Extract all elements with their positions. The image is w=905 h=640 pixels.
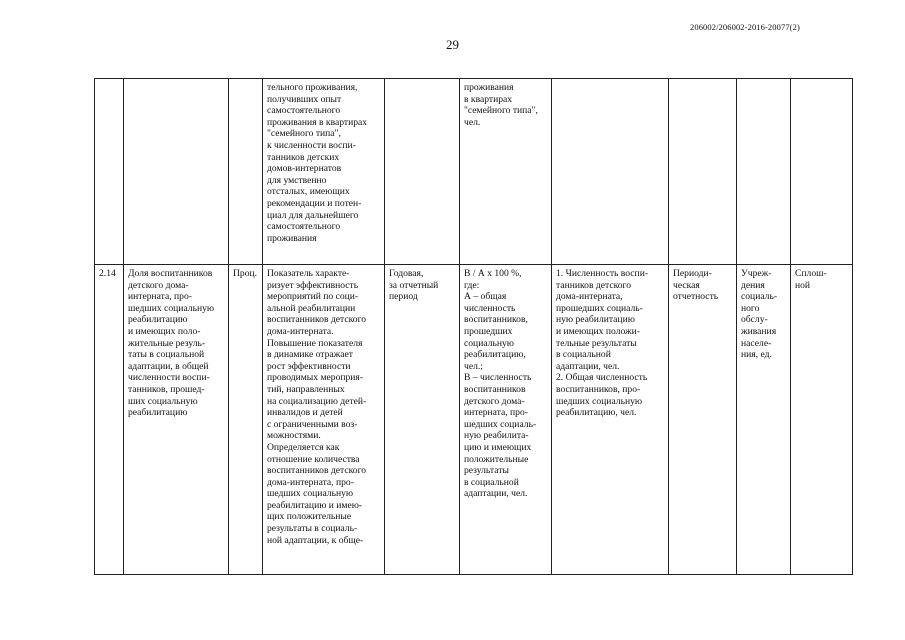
cell-indicator-name — [124, 79, 229, 265]
cell-number: 2.14 — [95, 265, 124, 575]
cell-period — [385, 79, 460, 265]
cell-base-indicators: 1. Численность воспи- танников детского дома-интерната, прошедших социаль- ную реабилитацию и имеющих положи- тельные результаты в социальной адаптации, чел. 2. Общая численность воспитанников, про- шедших социальную реабилитацию, чел. — [552, 265, 669, 575]
cell-period: Годовая, за отчетный период — [385, 265, 460, 575]
cell-indicator-name: Доля воспитанников детского дома- интерната, про- шедших социальную реабилитацию и имеющих поло- жительные резуль- таты в социальной адаптации, в общей численности воспи- танников, прошед- ших социальную реабилитацию — [124, 265, 229, 575]
table-row — [95, 79, 853, 265]
cell-unit: Проц. — [229, 265, 263, 575]
indicators-table — [94, 78, 853, 575]
cell-formula: проживания в квартирах "семейного типа", чел. — [460, 79, 552, 265]
cell-number — [95, 79, 124, 265]
cell-coverage — [791, 79, 853, 265]
page-number: 29 — [446, 37, 459, 52]
cell-subject: Учреж- дения социаль- ного обслу- живания населе- ния, ед. — [737, 265, 791, 575]
table-row — [95, 265, 853, 575]
cell-coverage: Сплош- ной — [791, 265, 853, 575]
cell-description: Показатель характе- ризует эффективность мероприятий по соци- альной реабилитации воспитанников детского дома-интерната. Повышение показателя в динамике отражает рост эффективности проводимых мероприя- тий, направленных на социализацию детей- инвалидов и детей с ограниченными воз- можностями. Определяется как отношение количества воспитанников детского дома-интерната, про- шедших социальную реабилитацию и имею- щих положительные результаты в социаль- ной адаптации, к обще- — [263, 265, 385, 575]
cell-subject — [737, 79, 791, 265]
cell-base-indicators — [552, 79, 669, 265]
document-id: 206002/206002-2016-20077(2) — [690, 22, 800, 32]
cell-collection-method: Периоди- ческая отчетность — [669, 265, 737, 575]
cell-formula: В / А x 100 %, где: А – общая численность воспитанников, прошедших социальную реабилитацию, чел.; В – численность воспитанников детского дома- интерната, про- шедших социаль- ную реабилита- цию и имеющих положительные результаты в социальной адаптации, чел. — [460, 265, 552, 575]
cell-collection-method — [669, 79, 737, 265]
cell-description: тельного проживания, получивших опыт самостоятельного проживания в квартирах "семейного типа", к численности воспи- танников детских домов-интернатов для умственно отсталых, имеющих рекомендации и потен- циал для дальнейшего самостоятельного проживания — [263, 79, 385, 265]
cell-unit — [229, 79, 263, 265]
